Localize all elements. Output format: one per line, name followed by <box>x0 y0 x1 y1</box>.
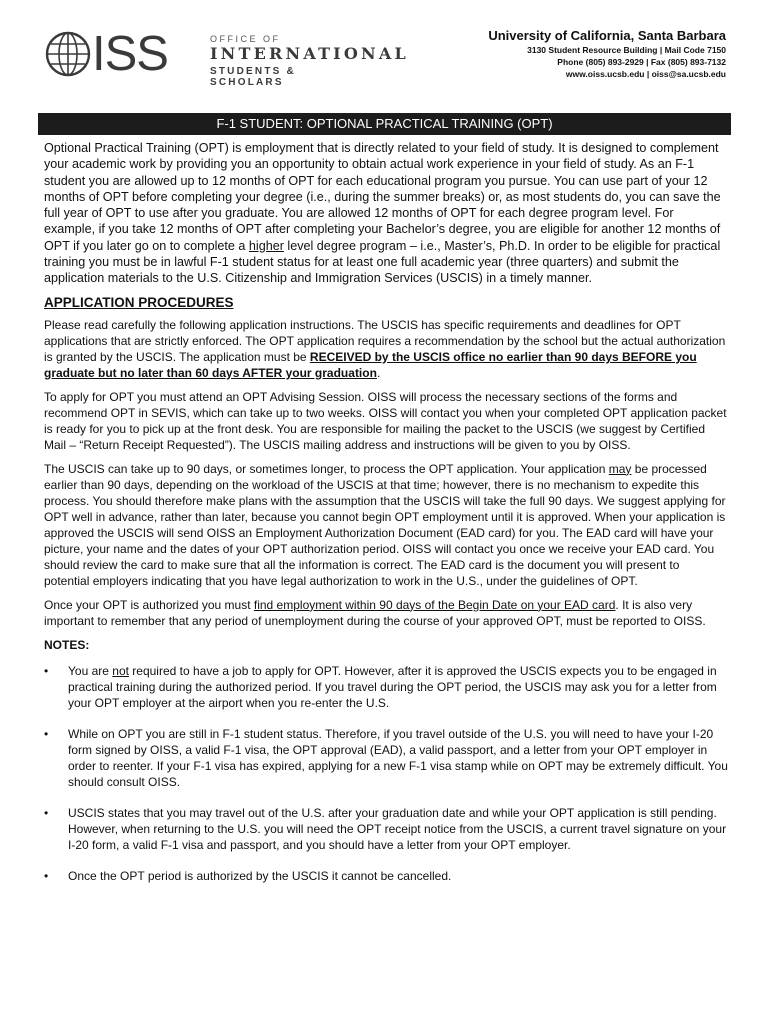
university-web: www.oiss.ucsb.edu | oiss@sa.ucsb.edu <box>565 69 726 79</box>
list-item: • While on OPT you are still in F-1 student status. Therefore, if you travel outside of the U.S. you will need to have your I-20 form signed by OISS, a valid F-1 visa, the OPT approval (EAD), a valid passport, and a letter from your OPT employer in order to reenter. If your F-1 visa has expired, applying for a new F-1 visa stamp while on OPT may be extremely difficult. You should consult OISS. <box>44 726 728 789</box>
notes-heading: NOTES: <box>44 637 90 652</box>
logo-international-text: INTERNATIONAL <box>210 44 409 63</box>
globe-icon <box>44 30 92 78</box>
bullet-icon: • <box>44 726 49 741</box>
application-procedures-heading: APPLICATION PROCEDURES <box>44 294 234 310</box>
paragraph-processing: The USCIS can take up to 90 days, or sometimes longer, to process the OPT application. Your application may be processed earlier than 90 days, depending on the workload of the USCIS at that time; however, there is no mechanism to expedite this process. You should therefore make plans with the assumption that the USCIS will take the full 90 days. We suggest applying for OPT well in advance, rather than later, because you cannot begin OPT employment until it is approved. When your application is approved the USCIS will send OISS an Employment Authorization Document (EAD card) for you. The EAD card will have your picture, your name and the dates of your OPT authorization period. OISS will contact you once we receive your EAD card. You should review the card to make sure that all the information is correct. The EAD card is the document you will present to potential employers indicating that you have legal authorization to work in the U.S., under the guidelines of OPT. <box>44 461 726 588</box>
bullet-icon: • <box>44 663 49 678</box>
document-body <box>44 140 728 899</box>
intro-paragraph: Optional Practical Training (OPT) is employment that is directly related to your field of study. It is designed to complement your academic work by providing you an opportunity to obtain actual work experience in your field of study. As an F-1 student you are allowed up to 12 months of OPT for each educational program you pursue. You can use part of your 12 months of OPT before completing your degree (i.e., during the summer breaks) or, as most students do, you can save the full year of OPT to use after you graduate. You are allowed 12 months of OPT for each degree program level. For example, if you take 12 months of OPT after completing your Bachelor’s degree, you are eligible for another 12 months of OPT if you later go on to complete a higher level degree program – i.e., Master’s, Ph.D. In order to be eligible for practical training you must be in lawful F-1 student status for at least one full academic year (three quarters) and submit the application materials to the U.S. Citizenship and Immigration Services (USCIS) in a timely manner. <box>44 141 721 286</box>
university-contact <box>488 28 726 80</box>
logo-office-text: OFFICE OF <box>210 34 281 44</box>
logo-students-text: STUDENTS & SCHOLARS <box>210 66 296 88</box>
list-item: • USCIS states that you may travel out of the U.S. after your graduation date and while your OPT application is still pending. However, when returning to the U.S. you will need the OPT receipt notice from the USCIS, a current travel signature on your I-20 form, a valid F-1 visa and passport, and you should have a letter from your OPT employer. <box>44 805 727 852</box>
list-item: • You are not required to have a job to apply for OPT. However, after it is approved the USCIS expects you to be engaged in practical training during the authorized period. If you travel during the OPT period, the USCIS may ask you for a letter from your OPT employer at the airport when you re-enter the U.S. <box>44 663 717 710</box>
paragraph-advising: To apply for OPT you must attend an OPT Advising Session. OISS will process the necessary sections of the forms and recommend OPT in SEVIS, which can take up to two weeks. OISS will contact you when your completed OPT application packet is ready for you to pick up at the front desk. You are responsible for mailing the packet to the USCIS (we suggest by Certified Mail – “Return Receipt Requested”). The USCIS mailing address and instructions will be given to you by OISS. <box>44 389 727 452</box>
title-banner: F-1 STUDENT: OPTIONAL PRACTICAL TRAINING (OPT) <box>38 113 731 135</box>
university-phone: Phone (805) 893-2929 | Fax (805) 893-7132 <box>557 57 726 67</box>
paragraph-instructions: Please read carefully the following application instructions. The USCIS has specific requirements and deadlines for OPT applications that are strictly enforced. The OPT application requires a recommendation by the school but the actual authorization is granted by the USCIS. The application must be RECEIVED by the USCIS office no earlier than 90 days BEFORE you graduate but no later than 60 days AFTER your graduation. <box>44 317 726 380</box>
paragraph-employment: Once your OPT is authorized you must find employment within 90 days of the Begin Date on your EAD card. It is also very important to remember that any period of unemployment during the course of your approved OPT, must be reported to OISS. <box>44 597 706 628</box>
notes-list <box>44 663 728 884</box>
logo-iss-text: ISS <box>92 27 168 81</box>
bullet-icon: • <box>44 868 49 883</box>
list-item: • Once the OPT period is authorized by the USCIS it cannot be cancelled. <box>44 868 452 883</box>
oiss-logo <box>44 27 409 88</box>
bullet-icon: • <box>44 805 49 820</box>
university-name: University of California, Santa Barbara <box>488 28 726 43</box>
university-address: 3130 Student Resource Building | Mail Code 7150 <box>527 45 726 55</box>
